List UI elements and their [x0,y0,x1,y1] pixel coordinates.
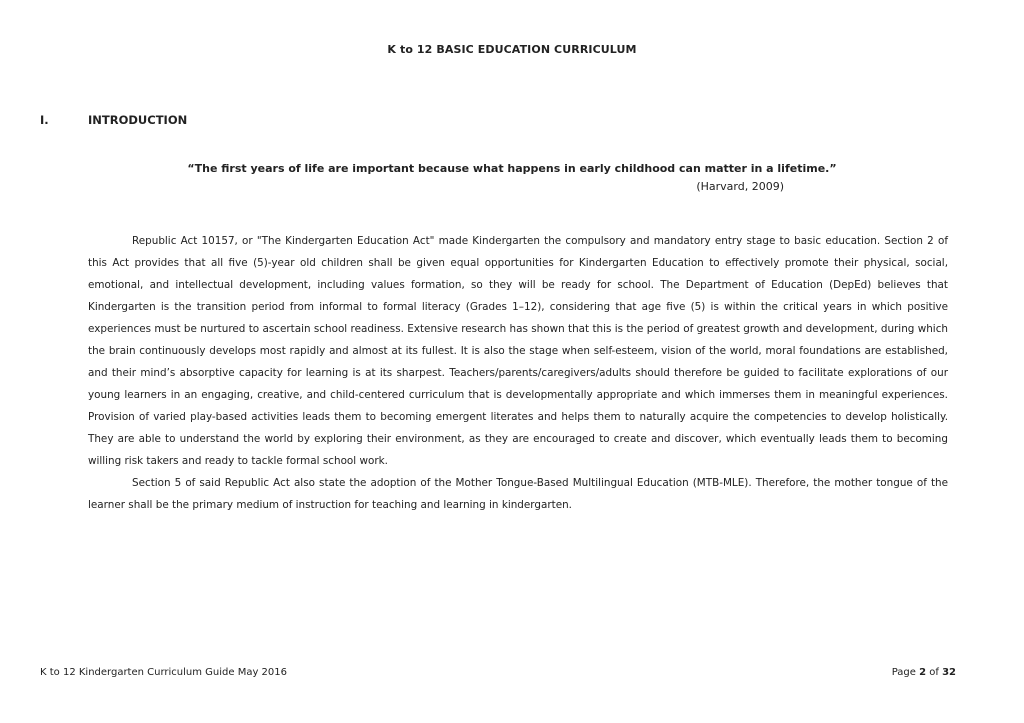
document-title: K to 12 BASIC EDUCATION CURRICULUM [387,43,637,56]
page-of: of [929,667,939,678]
section-heading [40,113,187,127]
section-title: INTRODUCTION [88,113,188,127]
paragraph: Section 5 of said Republic Act also state the adoption of the Mother Tongue-Based Multilingual Education (MTB-MLE). Therefore, the mother tongue of the learner shall be the primary medium of instruction for teaching and learning in kindergarten. [88,477,948,511]
page-current: 2 [919,667,927,678]
page-number [892,667,956,678]
section-number: I. [40,113,49,127]
epigraph-quote: “The first years of life are important because what happens in early childhood can matter in a lifetime.” [187,162,837,175]
page-prefix: Page [891,667,916,678]
quote-attribution: (Harvard, 2009) [696,180,784,193]
body-text [88,230,948,516]
footer-document-label: K to 12 Kindergarten Curriculum Guide May 2016 [40,667,288,678]
paragraph: Republic Act 10157, or "The Kindergarten Education Act" made Kindergarten the compulsory and mandatory entry stage to basic education. Section 2 of this Act provides that all five (5)-year old children shall be given equal opportunities for Kindergarten Education to effectively promote their physical, social, emotional, and intellectual development, including values formation, so they will be ready for school. The Department of Education (DepEd) believes that Kindergarten is the transition period from informal to formal literacy (Grades 1–12), considering that age five (5) is within the critical years in which positive experiences must be nurtured to ascertain school readiness. Extensive research has shown that this is the period of greatest growth and development, during which the brain continuously develops most rapidly and almost at its fullest. It is also the stage when self-esteem, vision of the world, moral foundations are established, and their mind’s absorptive capacity for learning is at its sharpest. Teachers/parents/caregivers/adults should therefore be guided to facilitate explorations of our young learners in an engaging, creative, and child-centered curriculum that is developmentally appropriate and which immerses them in meaningful experiences. Provision of varied play-based activities leads them to becoming emergent literates and helps them to naturally acquire the competencies to develop holistically. They are able to understand the world by exploring their environment, as they are encouraged to create and discover, which eventually leads them to becoming willing risk takers and ready to tackle formal school work. [88,235,948,467]
page-total: 32 [942,667,956,678]
